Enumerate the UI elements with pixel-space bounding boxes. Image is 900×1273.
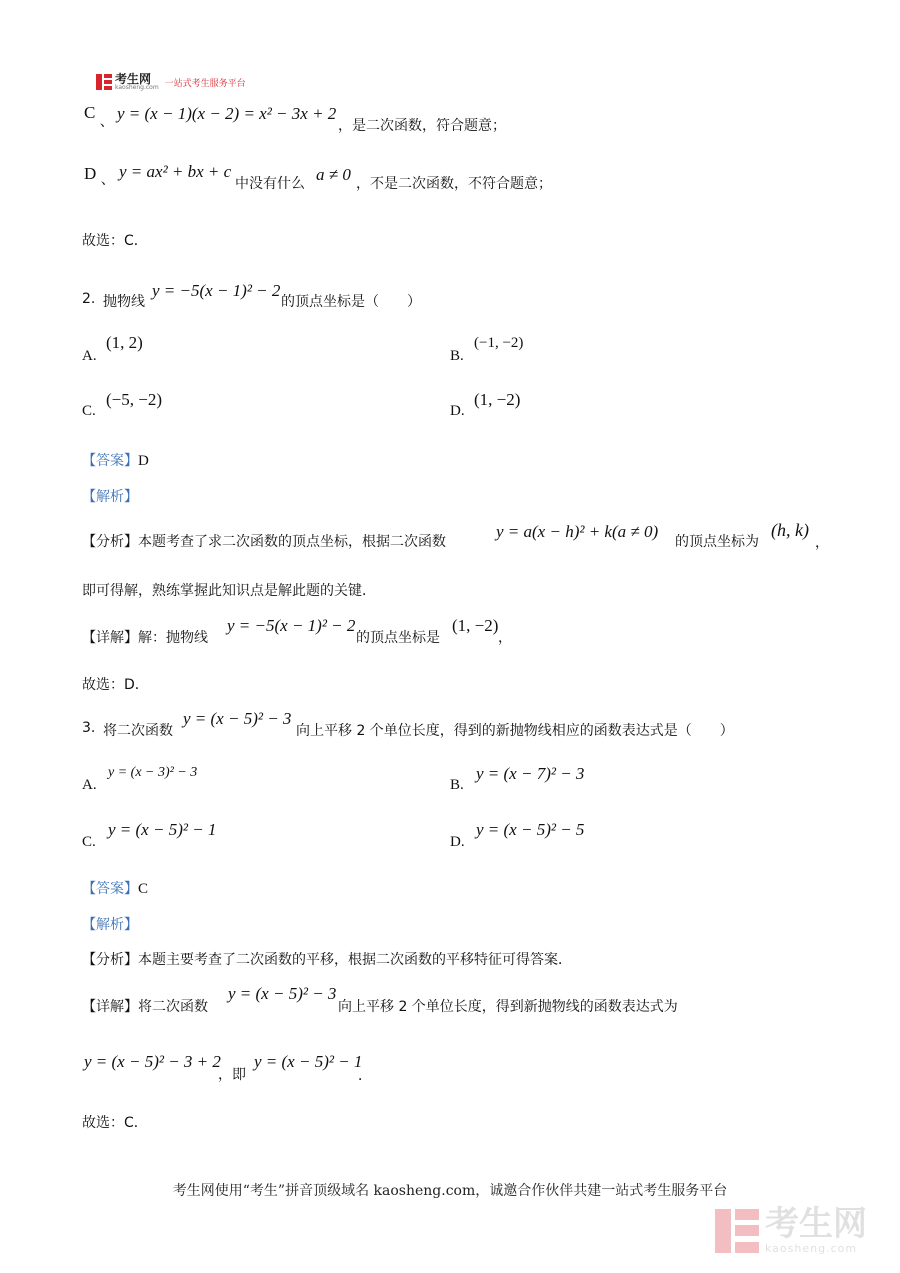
q3-option-a-label: A.: [82, 777, 97, 793]
q1-option-d: [84, 164, 115, 188]
q2-xiangjie-line: [82, 627, 208, 647]
q3-option-d-label: D.: [450, 834, 465, 850]
page-footer: 考生网使用“考生”拼音顶级域名 kaosheng.com，诚邀合作伙伴共建一站式考生服务平台: [172, 1183, 728, 1199]
q1-c-sep: 、: [99, 114, 114, 130]
q3-suffix: 向上平移 2 个单位长度，得到的新抛物线相应的函数表达式是（ ）: [296, 723, 734, 739]
q2-xiangjie-text2: 的顶点坐标是: [356, 630, 440, 646]
q2-option-b-label: B.: [450, 348, 464, 364]
q2-fenxi-comma: ，: [815, 535, 829, 551]
q3-fenxi-line: [82, 949, 572, 969]
q3-option-b-value: y = (x − 7)² − 3: [476, 764, 585, 783]
q1-d-label: D: [84, 164, 97, 183]
q2-fenxi-line2: 即可得解，熟练掌握此知识点是解此题的关键．: [82, 583, 376, 599]
q2-option-d-value: (1, −2): [474, 390, 521, 409]
q3-line-expr1: y = (x − 5)² − 3 + 2: [84, 1052, 221, 1071]
q2-xiangjie-text1: 解：抛物线: [138, 630, 208, 646]
q1-c-text: ，是二次函数，符合题意；: [338, 118, 506, 134]
q3-xiangjie-tag: 【详解】: [82, 999, 138, 1015]
q2-option-a-value: (1, 2): [106, 333, 143, 352]
q3-line-end: ．: [358, 1068, 372, 1084]
q3-analysis-tag: 【解析】: [82, 917, 138, 933]
q3-fenxi-tag: 【分析】: [82, 952, 138, 968]
q2-fenxi-text2: 的顶点坐标为: [675, 534, 759, 550]
q2-number: 2.: [82, 291, 96, 307]
q1-conclusion: 故选：C．: [82, 233, 148, 249]
q3-answer-line: [82, 878, 148, 898]
q2-option-b-value: (−1, −2): [474, 335, 524, 351]
watermark-mark-icon: [715, 1209, 759, 1253]
q3-xiangjie-text2: 向上平移 2 个单位长度，得到新抛物线的函数表达式为: [338, 999, 678, 1015]
q2-prefix: 抛物线: [103, 294, 145, 310]
q2-xiangjie-tag: 【详解】: [82, 630, 138, 646]
q3-conclusion: 故选：C．: [82, 1115, 148, 1131]
q2-fenxi-line1: [82, 531, 446, 551]
q1-d-mid: 中没有什么: [235, 176, 305, 192]
q2-fenxi-expr: y = a(x − h)² + k(a ≠ 0): [496, 522, 659, 541]
q3-option-c-value: y = (x − 5)² − 1: [108, 820, 217, 839]
q3-prefix: 将二次函数: [103, 723, 173, 739]
q2-option-c-label: C.: [82, 403, 96, 419]
q3-option-b-label: B.: [450, 777, 464, 793]
q3-fenxi-text: 本题主要考查了二次函数的平移，根据二次函数的平移特征可得答案．: [138, 952, 572, 968]
q2-fenxi-vertex: (h, k): [771, 520, 809, 540]
q2-option-a-label: A.: [82, 348, 97, 364]
q3-option-a-value: y = (x − 3)² − 3: [108, 765, 198, 780]
watermark-name: 考生网: [765, 1204, 867, 1244]
q2-answer-line: [82, 450, 149, 470]
q3-line-mid: ，即: [218, 1067, 246, 1083]
logo-name: 考生网: [115, 71, 152, 86]
q1-d-math: y = ax² + bx + c: [119, 162, 232, 181]
q1-d-sep: 、: [100, 172, 115, 188]
q2-answer-tag: 【答案】: [82, 453, 138, 469]
q3-xiangjie-line: [82, 996, 208, 1016]
q1-c-math: y = (x − 1)(x − 2) = x² − 3x + 2: [117, 104, 337, 123]
q2-xiangjie-comma: ，: [498, 630, 512, 646]
q2-option-d-label: D.: [450, 403, 465, 419]
q3-xiangjie-expr: y = (x − 5)² − 3: [228, 984, 337, 1003]
q2-fenxi-tag: 【分析】: [82, 534, 138, 550]
q1-d-cond: a ≠ 0: [316, 165, 351, 184]
watermark-domain: kaosheng.com: [765, 1242, 858, 1255]
q3-expr: y = (x − 5)² − 3: [183, 709, 292, 728]
logo-mark-icon: [96, 74, 112, 90]
q1-c-label: C: [84, 103, 96, 122]
q3-option-d-value: y = (x − 5)² − 5: [476, 820, 585, 839]
q2-xiangjie-vertex: (1, −2): [452, 616, 499, 635]
q3-answer: C: [138, 881, 149, 897]
q3-number: 3.: [82, 720, 96, 736]
header-logo[interactable]: [96, 72, 246, 92]
header-slogan: 一站式考生服务平台: [164, 78, 246, 89]
q3-line-expr2: y = (x − 5)² − 1: [254, 1052, 363, 1071]
q3-option-c-label: C.: [82, 834, 96, 850]
q3-xiangjie-text1: 将二次函数: [138, 999, 208, 1015]
q2-suffix: 的顶点坐标是（ ）: [281, 294, 421, 310]
q2-xiangjie-expr: y = −5(x − 1)² − 2: [227, 616, 356, 635]
q2-fenxi-text1: 本题考查了求二次函数的顶点坐标，根据二次函数: [138, 534, 446, 550]
q3-answer-tag: 【答案】: [82, 881, 138, 897]
watermark-logo: [715, 1206, 867, 1255]
q2-analysis-tag: 【解析】: [82, 489, 138, 505]
logo-domain: kaosheng.com: [115, 83, 159, 91]
q2-option-c-value: (−5, −2): [106, 390, 162, 409]
q2-expr: y = −5(x − 1)² − 2: [152, 281, 281, 300]
q2-answer: D: [138, 453, 149, 469]
q2-conclusion: 故选：D．: [82, 677, 149, 693]
q1-d-text: ，不是二次函数，不符合题意；: [356, 176, 552, 192]
q1-option-c: [84, 103, 114, 130]
